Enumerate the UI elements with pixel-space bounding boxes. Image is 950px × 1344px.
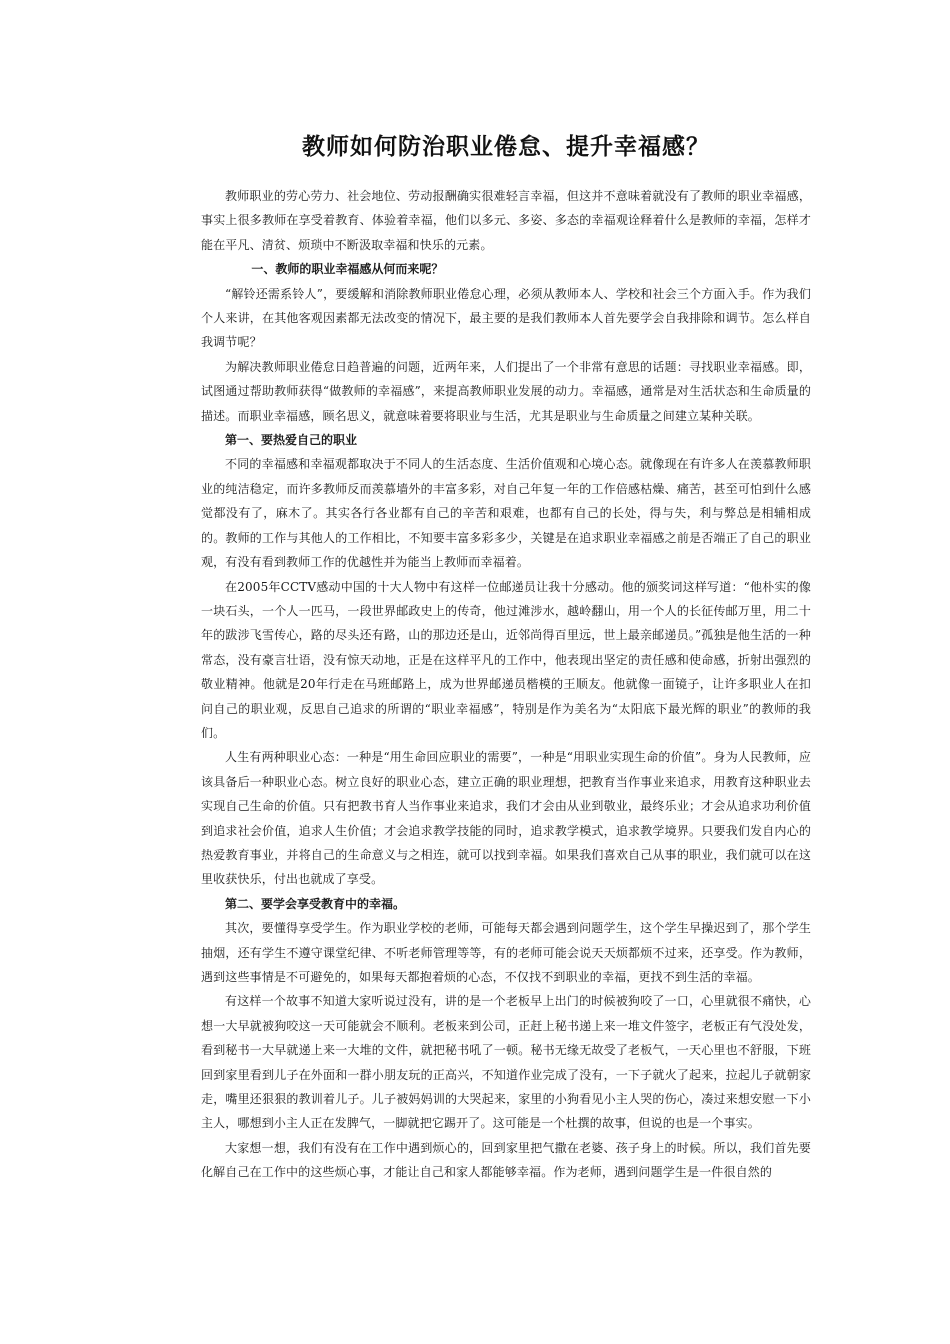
paragraph-2: 为解决教师职业倦怠日趋普遍的问题，近两年来，人们提出了一个非常有意思的话题：寻找职业幸福感。即，试图通过帮助教师获得“做教师的幸福感”，来提高教师职业发展的动力。幸福感，通常是对生活状态和生命质量的描述。而职业幸福感，顾名思义，就意味着要将职业与生活，尤其是职业与生命质量之间建立某种关联。 (201, 359, 811, 423)
paragraph-6: 其次，要懂得享受学生。作为职业学校的老师，可能每天都会遇到问题学生，这个学生早操迟到了，那个学生抽烟，还有学生不遵守课堂纪律、不听老师管理等等，有的老师可能会说天天烦都烦不过来，还享受。作为教师，遇到这些事情是不可避免的，如果每天都抱着烦的心态，不仅找不到职业的幸福，更找不到生活的幸福。 (201, 921, 811, 984)
document-page (201, 130, 811, 1185)
intro-paragraph: 教师职业的劳心劳力、社会地位、劳动报酬确实很难轻言幸福，但这并不意味着就没有了教师的职业幸福感，事实上很多教师在享受着教育、体验着幸福，他们以多元、多姿、多态的幸福观诠释着什么是教师的幸福，怎样才能在平凡、清贫、烦琐中不断汲取幸福和快乐的元素。 (201, 189, 811, 252)
paragraph-5: 人生有两种职业心态：一种是“用生命回应职业的需要”，一种是“用职业实现生命的价值”。身为人民教师，应该具备后一种职业心态。树立良好的职业心态，建立正确的职业理想，把教育当作事业来追求，用教育这种职业去实现自己生命的价值。只有把教书育人当作事业来追求，我们才会由从业到敬业，最终乐业；才会从追求功利价值到追求社会价值，追求人生价值；才会追求教学技能的同时，追求教学模式，追求教学境界。只要我们发自内心的热爱教育事业，并将自己的生命意义与之相连，就可以找到幸福。如果我们喜欢自己从事的职业，我们就可以在这里收获快乐，付出也就成了享受。 (201, 750, 811, 887)
paragraph-1: “解铃还需系铃人”，要缓解和消除教师职业倦怠心理，必须从教师本人、学校和社会三个方面入手。作为我们个人来讲，在其他客观因素都无法改变的情况下，最主要的是我们教师本人首先要学会自我排除和调节。怎么样自我调节呢？ (201, 286, 811, 350)
subheading-enjoy-education: 第二、要学会享受教育中的幸福。 (225, 896, 406, 911)
section-heading-1: 一、教师的职业幸福感从何而来呢？ (251, 262, 444, 277)
paragraph-7: 有这样一个故事不知道大家听说过没有，讲的是一个老板早上出门的时候被狗咬了一口，心里就很不痛快，心想一大早就被狗咬这一天可能就会不顺利。老板来到公司，正赶上秘书递上来一堆文件签字，老板正有气没处发，看到秘书一大早就递上来一大堆的文件，就把秘书吼了一顿。秘书无缘无故受了老板气，一天心里也不舒服，下班回到家里看到儿子在外面和一群小朋友玩的正高兴，不知道作业完成了没有，一下子就火了起来，拉起儿子就朝家走，嘴里还狠狠的教训着儿子。儿子被妈妈训的大哭起来，家里的小狗看见小主人哭的伤心，凑过来想安慰一下小主人，哪想到小主人正在发脾气，一脚就把它踢开了。这可能是一个杜撰的故事，但说的也是一个事实。 (201, 994, 811, 1131)
paragraph-8: 大家想一想，我们有没有在工作中遇到烦心的，回到家里把气撒在老婆、孩子身上的时候。所以，我们首先要化解自己在工作中的这些烦心事，才能让自己和家人都能够幸福。作为老师，遇到问题学生是一件很自然的 (201, 1140, 811, 1180)
subheading-love-profession: 第一、要热爱自己的职业 (225, 433, 358, 448)
paragraph-3: 不同的幸福感和幸福观都取决于不同人的生活态度、生活价值观和心境心态。就像现在有许多人在羡慕教师职业的纯洁稳定，而许多教师反而羡慕墙外的丰富多彩，对自己年复一年的工作倍感枯燥、痛苦，甚至可怕到什么感觉都没有了，麻木了。其实各行各业都有自己的辛苦和艰难，也都有自己的长处，得与失，利与弊总是相辅相成的。教师的工作与其他人的工作相比，不知要丰富多彩多少，关键是在追求职业幸福感之前是否端正了自己的职业观，有没有看到教师工作的优越性并为能当上教师而幸福着。 (201, 457, 811, 570)
paragraph-4: 在2005年CCTV感动中国的十大人物中有这样一位邮递员让我十分感动。他的颁奖词这样写道：“他朴实的像一块石头，一个人一匹马，一段世界邮政史上的传奇，他过滩涉水，越岭翻山，用一个人的长征传邮万里，用二十年的跋涉飞雪传心，路的尽头还有路，山的那边还是山，近邻尚得百里远，世上最亲邮递员。”孤独是他生活的一种常态，没有豪言壮语，没有惊天动地，正是在这样平凡的工作中，他表现出坚定的责任感和使命感，折射出强烈的敬业精神。他就是20年行走在马班邮路上，成为世界邮递员楷模的王顺友。他就像一面镜子，让许多职业人在扣问自己的职业观，反思自己追求的所谓的“职业幸福感”，特别是作为美名为“太阳底下最光辉的职业”的教师的我们。 (201, 579, 811, 740)
document-title: 教师如何防治职业倦怠、提升幸福感？ (302, 134, 710, 160)
